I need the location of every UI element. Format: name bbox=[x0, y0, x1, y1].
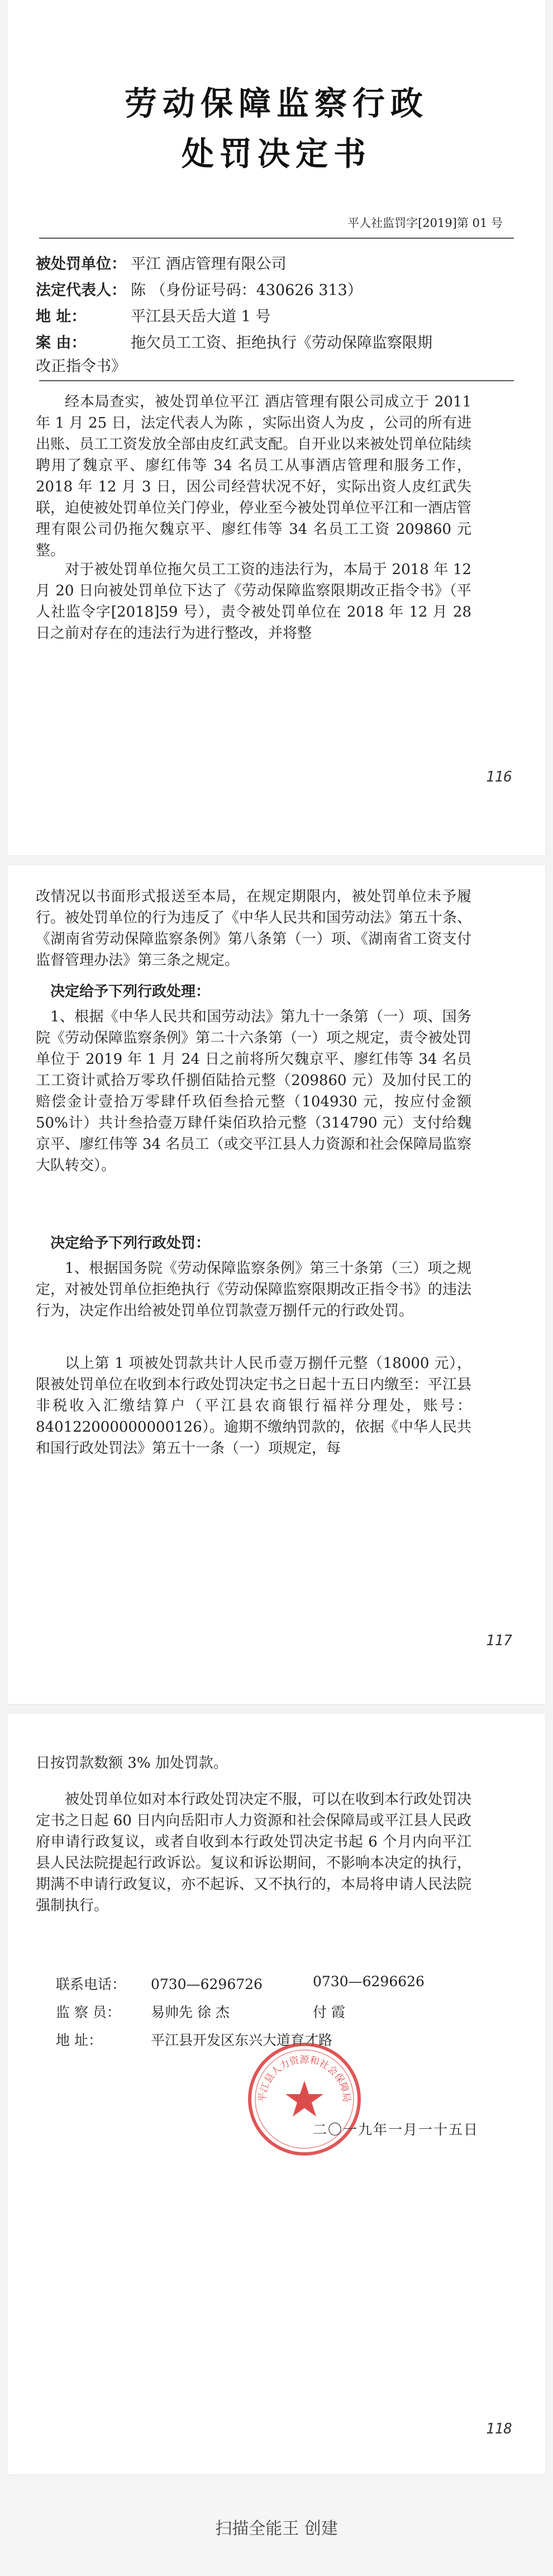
paragraph-payment: 以上第 1 项被处罚款共计人民币壹万捌仟元整（18000 元），限被处罚单位在收到本行政处罚决定书之日起十五日内缴至：平江县非税收入汇缴结算户（平江县农商银行福祥分理处，账号：840122000000000126）。逾期不缴纳罚款的，依据《中华人民共和国行政处罚法》第五十一条（一）项规定，每 bbox=[36, 1355, 472, 1457]
field-value: 拖欠员工工资、拒绝执行《劳动保障监察限期 bbox=[131, 334, 432, 352]
official-seal-stamp bbox=[246, 2040, 363, 2158]
paragraph-appeal-rights: 被处罚单位如对本行政处罚决定不服，可以在收到本行政处罚决定书之日起 60 日内向岳阳市人力资源和社会保障局或平江县人民政府申请行政复议，或者自收到本行政处罚决定书起 6 个月内向平江县人民法院提起行政诉讼。复议和诉讼期间，不影响本决定的执行，期满不申请行政复议，亦不起诉、又不执行的，本局将申请人民法院强制执行。 bbox=[36, 1791, 472, 1914]
penalty-heading: 决定给予下列行政处罚： bbox=[50, 1235, 211, 1252]
contact-phone-1: 0730—6296726 bbox=[151, 1976, 263, 1992]
field-address bbox=[36, 304, 270, 326]
header-divider bbox=[39, 238, 514, 239]
scanner-footer bbox=[0, 2482, 553, 2576]
field-value: 陈 （身份证号码：430626 313） bbox=[131, 282, 363, 299]
field-penalized-unit bbox=[36, 252, 287, 273]
field-value: 平江 酒店管理有限公司 bbox=[131, 255, 287, 273]
field-label: 被处罚单位： bbox=[36, 255, 126, 273]
field-case-reason-cont: 改正指令书》 bbox=[36, 358, 126, 375]
contact-phone-label: 联系电话： bbox=[56, 1976, 126, 1992]
address-value: 平江县开发区东兴大道育才路 bbox=[151, 2032, 333, 2048]
field-label: 案 由： bbox=[36, 334, 87, 352]
inspector-names-2: 付 霞 bbox=[313, 2004, 345, 2020]
inspector-row bbox=[56, 2001, 345, 2021]
contact-phone-2: 0730—6296626 bbox=[313, 1973, 425, 1990]
paragraph-order: 对于被处罚单位拖欠员工工资的违法行为，本局于 2018 年 12 月 20 日向被处罚单位下达了《劳动保障监察限期改正指令书》（平人社监令字[2018]59 号），责令被处罚单位在 2018 年 12 月 28 日之前对存在的违法行为进行整改，并将整 bbox=[36, 561, 471, 642]
paragraph-violation: 改情况以书面形式报送至本局，在规定期限内，被处罚单位未予履行。被处罚单位的行为违反了《中华人民共和国劳动法》第五十条、《湖南省劳动保障监察条例》第八条第（一）项、《湖南省工资支付监督管理办法》第三条之规定。 bbox=[36, 888, 472, 969]
page-mark-118: 118 bbox=[486, 2421, 512, 2437]
field-label: 地 址： bbox=[36, 308, 87, 325]
svg-text:平江县人力资源和社会保障局: 平江县人力资源和社会保障局 bbox=[256, 2054, 352, 2103]
paragraph-penalty-1: 1、根据国务院《劳动保障监察条例》第三十条第（三）项之规定，对被处罚单位拒绝执行《劳动保障监察限期改正指令书》的违法行为，决定作出给被处罚单位罚款壹万捌仟元的行政处罚。 bbox=[36, 1260, 472, 1319]
inspector-label: 监 察 员： bbox=[56, 2004, 121, 2020]
paragraph-decision-1: 1、根据《中华人民共和国劳动法》第九十一条第（一）项、国务院《劳动保障监察条例》第二十六条第（一）项之规定，责令被处罚单位于 2019 年 1 月 24 日之前将所欠魏京平、廖红伟等 34 名员工工资计贰拾万零玖仟捌佰陆拾元整（209860 元）及加付民工的赔偿金计壹拾万零肆仟玖佰叁拾元整（104930 元，按应付金额 50%计）共计叁拾壹万肆仟柒佰玖拾元整（314790 元）支付给魏京平、廖红伟等 34 名员工（或交平江县人力资源和社会保障局监察大队转交）。 bbox=[36, 1008, 472, 1174]
document-title-line-2: 处罚决定书 bbox=[181, 135, 371, 173]
address-label: 地 址： bbox=[56, 2032, 102, 2048]
paragraph-facts: 经本局查实，被处罚单位平江 酒店管理有限公司成立于 2011 年 1 月 25 日，法定代表人为陈 ，实际出资人为皮 ，公司的所有进出账、员工工资发放全部由皮红武支配。自开业以来被处罚单位陆续聘用了魏京平、廖红伟等 34 名员工从事酒店管理和服务工作，2018 年 12 月 3 日，因公司经营状况不好，实际出资人皮红武失联，迫使被处罚单位关门停业，停业至今被处罚单位平江和一酒店管理有限公司仍拖欠魏京平、廖红伟等 34 名员工工资 209860 元整。 bbox=[36, 394, 472, 559]
decision-heading: 决定给予下列行政处理： bbox=[50, 983, 211, 1000]
document-title-line-1: 劳动保障监察行政 bbox=[124, 84, 428, 122]
field-label: 法定代表人： bbox=[36, 282, 126, 299]
inspector-names-1: 易帅先 徐 杰 bbox=[151, 2004, 230, 2020]
page-mark-116: 116 bbox=[486, 769, 512, 785]
footer-text: 扫描全能王 创建 bbox=[215, 2519, 338, 2539]
field-value: 平江县天岳大道 1 号 bbox=[131, 308, 271, 325]
contact-phone-row bbox=[56, 1973, 425, 1993]
field-legal-rep bbox=[36, 278, 363, 300]
field-case-reason bbox=[36, 330, 432, 352]
page-mark-117: 117 bbox=[486, 1632, 512, 1649]
document-date: 二〇一九年一月一十五日 bbox=[313, 2122, 479, 2138]
fields-divider bbox=[39, 380, 514, 381]
paragraph-late-fee: 日按罚款数额 3% 加处罚款。 bbox=[36, 1755, 228, 1772]
document-number: 平人社监罚字[2019]第 01 号 bbox=[347, 216, 503, 230]
